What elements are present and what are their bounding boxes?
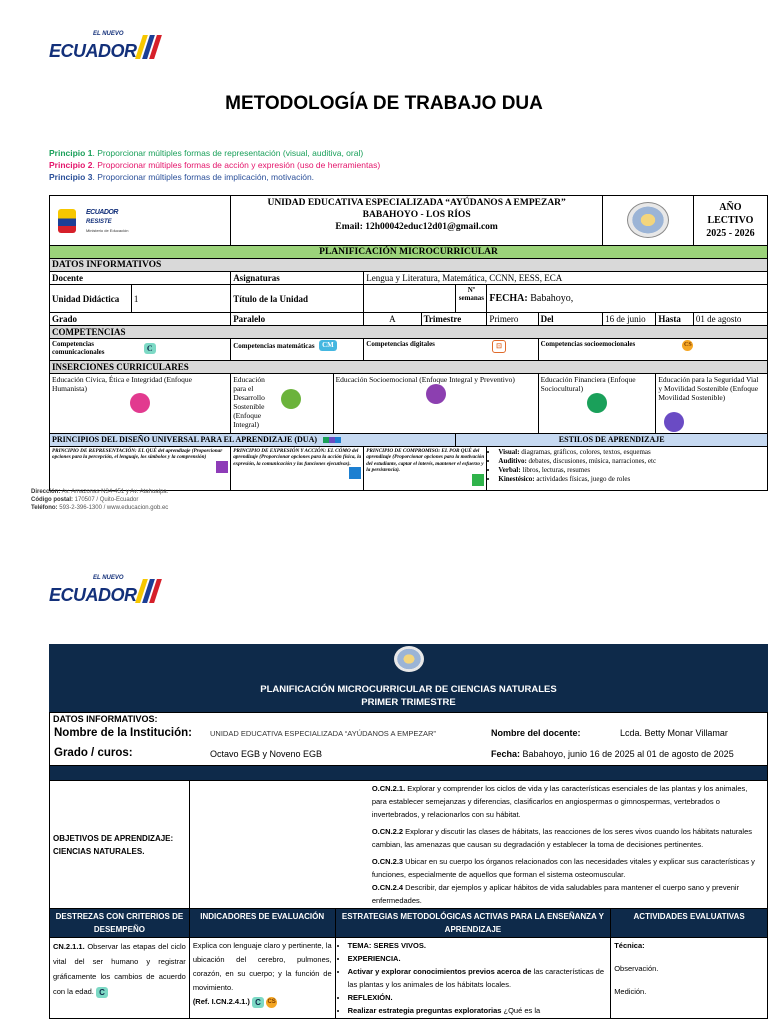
insercion-sostenible: Educación para el Desarrollo Sostenible (Enfoque Integral) (231, 374, 333, 434)
school-header (231, 196, 603, 246)
cn-grado-row: Grado / curos: Octavo EGB y Noveno EGB Fecha: Babahoyo, junio 16 de 2025 al 01 de agosto de 2025 (50, 743, 768, 766)
objetivo-3: O.CN.2.3 Ubicar en su cuerpo los órganos relacionados con las necesidades vitales y explicar sus características y funciones, especialmente de aquellos que forman el sistema osteomuscular. (371, 857, 755, 879)
logo-stripes (139, 35, 160, 59)
cn-planning-subtitle: PRIMER TRIMESTRE (361, 697, 456, 708)
objetivo-2: O.CN.2.2 Explorar y discutir las clases de hábitats, las reacciones de los seres vivos cuando los hábitats naturales cambian, las amenazas que causan su degradación y establecer la toma de decisiones pertinentes. (371, 827, 753, 849)
docente-label: Docente (50, 272, 231, 285)
trimestre-value: Primero (487, 313, 538, 326)
cn-objetivos-label: OBJETIVOS DE APRENDIZAJE: CIENCIAS NATURALES. (50, 781, 190, 909)
school-seal (603, 196, 694, 246)
insercion-socioemocional: Educación Socioemocional (Enfoque Integral y Preventivo) (333, 374, 538, 434)
destrezas-header: DESTREZAS CON CRITERIOS DE DESEMPEÑO (50, 909, 190, 938)
c-icon: C (144, 343, 156, 354)
paralelo-label: Paralelo (231, 313, 364, 326)
cn-institucion-row: Nombre de la Institución: UNIDAD EDUCATIVA ESPECIALIZADA “AYÚDANOS A EMPEZAR” Nombre del docente: Lcda. Betty Monar Villamar (50, 725, 768, 743)
del-label: Del (538, 313, 603, 326)
objetivo-4: O.CN.2.4 Describir, dar ejemplos y aplicar hábitos de vida saludables para mantener el cuerpo sano y prevenir enfermedades. (371, 883, 740, 905)
inserciones-bar: INSERCIONES CURRICULARES (50, 361, 768, 374)
principio-representacion: PRINCIPIO DE REPRESENTACIÓN: EL QUÉ del aprendizaje (Proporcionar opciones para la percepción, el lenguaje, los símbolos y la comprensión) (50, 446, 231, 490)
logo-main-text: ECUADOR (49, 41, 137, 61)
planning-table (49, 195, 768, 491)
ecuador-logo-page-2 (49, 576, 160, 606)
titulo-label: Título de la Unidad (231, 285, 364, 313)
ecuador-logo (49, 32, 160, 62)
c-icon: C (96, 987, 108, 998)
fecha-cell: FECHA: Babahoyo, (487, 285, 768, 313)
actividades-cell: Técnica: Observación. Medición. (611, 938, 768, 1019)
planning-banner: PLANIFICACIÓN MICROCURRICULAR (50, 246, 768, 259)
principio-expresion: PRINCIPIO DE EXPRESIÓN Y ACCIÓN: EL CÓMO del aprendizaje (Proporcionar opciones para la acción física, la expresión, la comunicación y las funciones ejecutivas). (231, 446, 364, 490)
estilos-bar: ESTILOS DE APRENDIZAJE (456, 434, 768, 447)
estilos-list: • Visual: diagramas, gráficos, colores, textos, esquemas • Auditivo: debates, discusiones, música, narraciones, etc • Verbal: libros, lecturas, resumes • Kinestésico: actividades físicas, juego de roles (487, 446, 768, 490)
paralelo-value: A (364, 313, 421, 326)
civica-icon (130, 393, 150, 413)
principle-2: Principio 2. Proporcionar múltiples formas de acción y expresión (uso de herramientas) (49, 160, 381, 170)
actividades-header: ACTIVIDADES EVALUATIVAS (611, 909, 768, 938)
logo-top-text: EL NUEVO (93, 575, 124, 581)
financiera-icon (587, 393, 607, 413)
logo-top-text: EL NUEVO (93, 31, 124, 37)
dua-color-icon (323, 436, 341, 445)
representacion-color (216, 461, 228, 473)
cs-icon: CS (266, 997, 277, 1008)
datos-informativos-bar: DATOS INFORMATIVOS (50, 259, 768, 272)
page-footer: Dirección: Av. Amazonas N34-451 y Av. Atahualpa. Código postal: 170507 / Quito-Ecuador Teléfono: 593-2-396-1300 / www.educacion.gob.ec (31, 489, 169, 511)
insercion-civica: Educación Cívica, Ética e Integridad (Enfoque Humanista) (50, 374, 231, 434)
school-city: BABAHOYO - LOS RÍOS (362, 210, 471, 220)
unidad-value: 1 (131, 285, 230, 313)
hasta-value: 01 de agosto (693, 313, 767, 326)
semanas-label: Nº semanas (456, 285, 487, 313)
grado-label: Grado (50, 313, 231, 326)
cs-icon: CS (682, 340, 693, 351)
ecuador-shield-icon (58, 209, 76, 233)
unidad-label: Unidad Didáctica (50, 285, 132, 313)
socioemocional-icon (426, 384, 446, 404)
c-icon: C (252, 997, 264, 1008)
school-email: Email: 12h00042educ12d01@gmail.com (335, 222, 498, 232)
insercion-financiera: Educación Financiera (Enfoque Sociocultural) (538, 374, 656, 434)
cn-planning-title: PLANIFICACIÓN MICROCURRICULAR DE CIENCIAS NATURALES (260, 684, 557, 695)
indicadores-header: INDICADORES DE EVALUACIÓN (189, 909, 335, 938)
cn-objetivos-list (189, 781, 767, 909)
cn-planning-header (49, 644, 768, 712)
cn-planning-table (49, 712, 768, 1019)
estrategias-header: ESTRATEGIAS METODOLÓGICAS ACTIVAS PARA LA ENSEÑANZA Y APRENDIZAJE (335, 909, 611, 938)
school-year: AÑO LECTIVO 2025 - 2026 (693, 196, 767, 246)
cn-datos-label: DATOS INFORMATIVOS: (50, 713, 768, 726)
comp-digitales: Competencias digitales ⊡ (364, 339, 538, 361)
school-seal-icon (627, 202, 669, 238)
school-seal-icon (394, 646, 424, 672)
cn-separator-bar (50, 766, 768, 781)
hasta-label: Hasta (656, 313, 694, 326)
titulo-value (364, 285, 456, 313)
objetivo-1: O.CN.2.1. Explorar y comprender los ciclos de vida y las características esenciales de las plantas y los animales, para establecer semejanzas y diferencias, clasificarlos en angiospermas o gimnospermas, vertebrados o invertebrados, y relacionarlos con su hábitat. (371, 784, 748, 819)
asignaturas-value: Lengua y Literatura, Matemática, CCNN, EESS, ECA (364, 272, 768, 285)
del-value: 16 de junio (603, 313, 656, 326)
expresion-color (349, 467, 361, 479)
digital-icon: ⊡ (492, 340, 506, 353)
insercion-vial: Educación para la Seguridad Vial y Movilidad Sostenible (Enfoque Movilidad Sostenible) (656, 374, 768, 434)
principios-dua-bar: PRINCIPIOS DEL DISEÑO UNIVERSAL PARA EL APRENDIZAJE (DUA) (50, 434, 456, 447)
comp-comunicacionales: Competencias comunicacionales C (50, 339, 231, 361)
cm-icon: CM (319, 340, 337, 351)
asignaturas-label: Asignaturas (231, 272, 364, 285)
vial-icon (664, 412, 684, 432)
ecuador-resiste-logo: ECUADOR RESISTE Ministerio de Educación (86, 209, 129, 233)
competencias-bar: COMPETENCIAS (50, 326, 768, 339)
estrategias-cell: • TEMA: SERES VIVOS. • EXPERIENCIA. • Activar y explorar conocimientos previos acerca de las características de las plantas y los animales de los hábitats locales. • REFLEXIÓN. • Realizar estrategia preguntas exploratorias ¿Qué es la (335, 938, 611, 1019)
destreza-cell: CN.2.1.1. Observar las etapas del ciclo vital del ser humano y registrar gráficamente los cambios de acuerdo con la edad. C (50, 938, 190, 1019)
header-logos (50, 196, 231, 246)
principles-list (49, 147, 380, 183)
compromiso-color (472, 474, 484, 486)
principle-3: Principio 3. Proporcionar múltiples formas de implicación, motivación. (49, 172, 315, 182)
logo-stripes (139, 579, 160, 603)
sostenible-icon (281, 389, 301, 409)
principio-compromiso: PRINCIPIO DE COMPROMISO: EL POR QUÉ del aprendizaje (Proporcionar opciones para la motivación del estudiante, captar el interés, mantener el esfuerzo y la persistencia). (364, 446, 487, 490)
principle-1: Principio 1. Proporcionar múltiples formas de representación (visual, auditiva, oral) (49, 148, 364, 158)
logo-main-text: ECUADOR (49, 585, 137, 605)
school-name: UNIDAD EDUCATIVA ESPECIALIZADA “AYÚDANOS A EMPEZAR” (267, 198, 566, 208)
comp-matematicas: Competencias matemáticas CM (231, 339, 364, 361)
comp-socioemocionales: Competencias socioemocionales CS (538, 339, 767, 361)
indicador-cell: Explica con lenguaje claro y pertinente, la ubicación del cerebro, pulmones, corazón, en su cuerpo; y la función de movimiento. (Ref. I.CN.2.4.1.) C CS (189, 938, 335, 1019)
trimestre-label: Trimestre (421, 313, 487, 326)
page-title: METODOLOGÍA DE TRABAJO DUA (225, 93, 543, 114)
